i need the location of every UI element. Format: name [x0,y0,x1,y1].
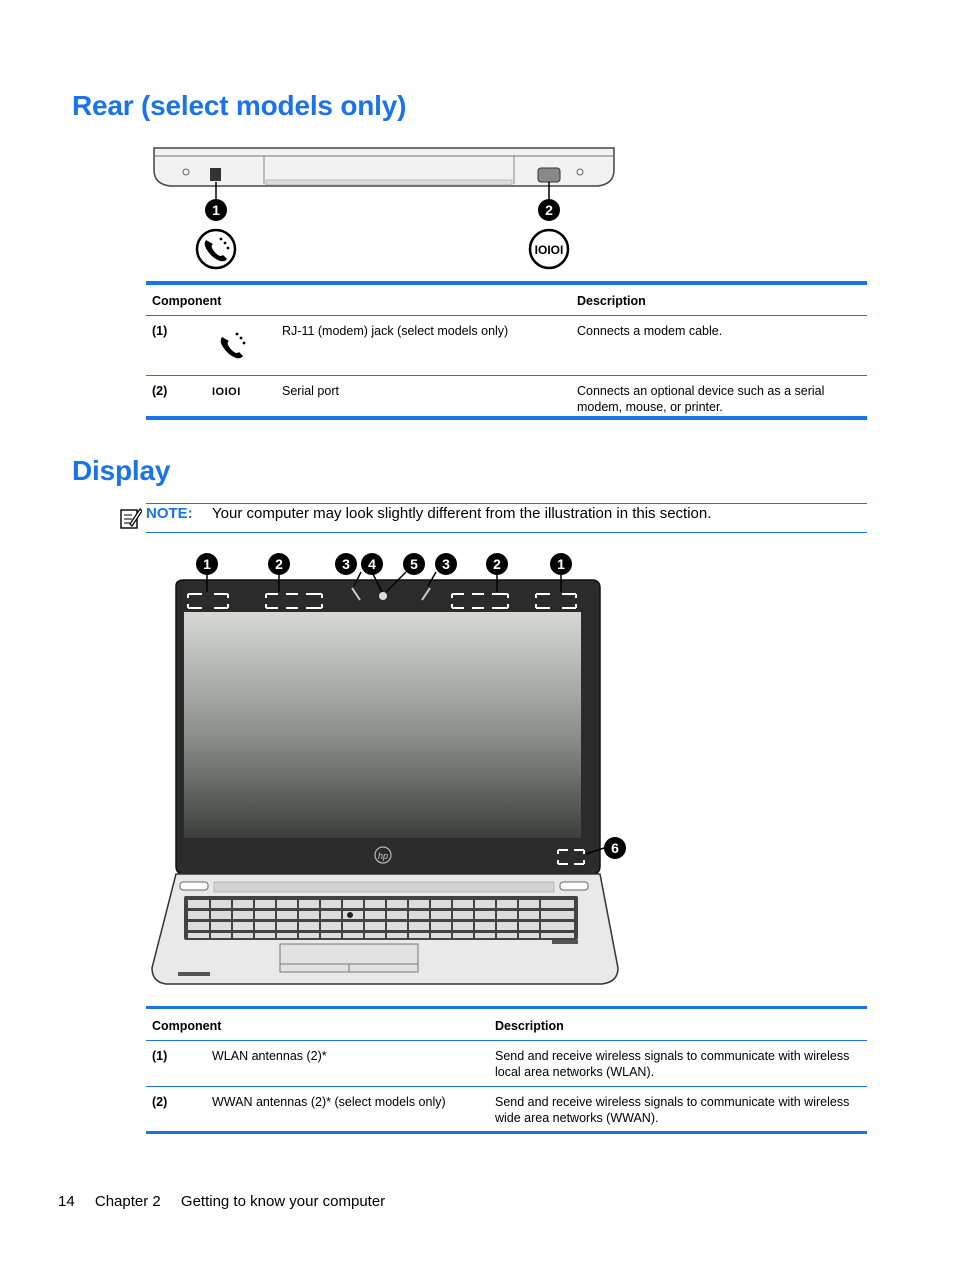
description-column-header: Description [495,1019,564,1033]
callout-badge-label: 3 [442,556,450,572]
callout-badge-label: 3 [342,556,350,572]
serial-port-icon-text: IOIOI [212,385,241,398]
component-column-header: Component [152,1019,222,1033]
callout-badge-label: 1 [212,202,220,218]
callout-badge-label: 5 [410,556,418,572]
component-name: WWAN antennas (2)* (select models only) [212,1095,446,1109]
chapter-title: Getting to know your computer [180,1193,386,1210]
modem-jack-icon [206,315,276,375]
callout-badge-label: 4 [368,556,376,572]
rear-view-illustration [140,140,630,275]
component-description: Connects a modem cable. [577,323,723,338]
display-components-table [146,1006,867,1134]
table-row [146,1041,867,1087]
page-number: 14 [58,1193,75,1210]
serial-port-icon [206,375,276,418]
note-text: Your computer may look slightly different from the illustration in this section. [212,505,712,522]
component-name: WLAN antennas (2)* [212,1049,327,1063]
svg-text:hp: hp [377,851,389,861]
callout-badge-label: 6 [611,840,619,856]
section-heading-rear: Rear (select models only) [72,90,407,121]
callout-badge-label: 1 [203,556,211,572]
callout-badge-label: 2 [493,556,501,572]
table-row [146,1087,867,1133]
component-name: Serial port [282,383,339,398]
component-description: Send and receive wireless signals to communicate with wireless wide area networks (WWAN). [495,1095,850,1125]
table-row [146,375,867,418]
component-name: RJ-11 (modem) jack (select models only) [282,323,509,338]
component-column-header: Component [152,294,222,308]
row-number: (2) [152,1095,168,1109]
callout-badge-label: 2 [275,556,283,572]
section-heading-display: Display [72,455,171,486]
serial-port-icon-text: IOIOI [534,243,564,257]
note-box [146,503,867,533]
table-row [146,315,867,375]
row-number: (1) [152,323,168,338]
modem-jack-icon [197,230,235,268]
note-label: NOTE: [146,505,193,522]
note-icon [120,506,142,530]
table-header-row [146,1008,867,1041]
callout-badge-label: 1 [557,556,565,572]
display-view-illustration [140,548,640,998]
row-number: (2) [152,383,168,398]
description-column-header: Description [577,294,646,308]
component-description: Send and receive wireless signals to communicate with wireless local area networks (WLAN). [495,1049,850,1079]
component-description: Connects an optional device such as a serial modem, mouse, or printer. [577,383,825,414]
page-footer [58,1193,401,1210]
chapter-label: Chapter 2 [94,1193,161,1210]
rear-components-table [146,281,867,420]
callout-badge-label: 2 [545,202,553,218]
row-number: (1) [152,1049,168,1063]
table-header-row [146,283,867,315]
